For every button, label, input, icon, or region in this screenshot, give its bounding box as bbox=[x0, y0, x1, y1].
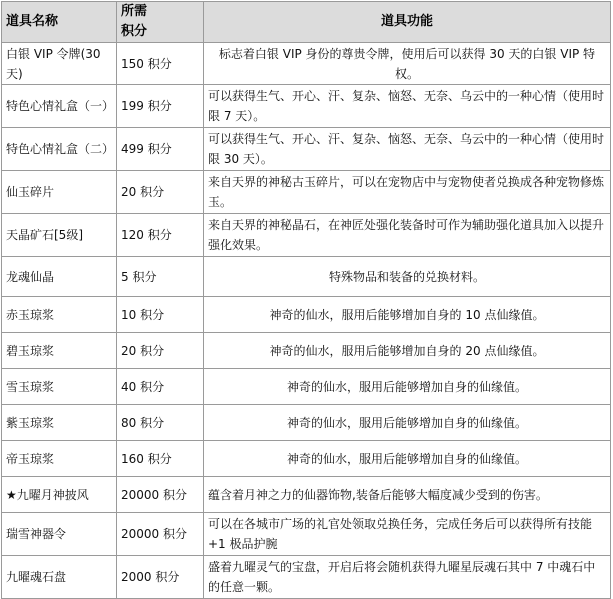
table-row bbox=[2, 43, 611, 85]
table-row bbox=[2, 369, 611, 405]
table-row bbox=[2, 128, 611, 171]
item-function: 来自天界的神秘晶石，在神匠处强化装备时可作为辅助强化道具加入以提升强化效果。 bbox=[204, 214, 611, 257]
header-item-name: 道具名称 bbox=[2, 2, 117, 43]
table-row bbox=[2, 297, 611, 333]
item-name: 白银 VIP 令牌(30天) bbox=[2, 43, 117, 85]
item-cost: 10 积分 bbox=[117, 297, 204, 333]
item-name: 仙玉碎片 bbox=[2, 171, 117, 214]
item-cost: 160 积分 bbox=[117, 441, 204, 477]
item-function: 神奇的仙水，服用后能够增加自身的仙缘值。 bbox=[204, 405, 611, 441]
item-cost: 20 积分 bbox=[117, 333, 204, 369]
item-function: 盛着九曜灵气的宝盘，开启后将会随机获得九曜星辰魂石其中 7 中魂石中的任意一颗。 bbox=[204, 556, 611, 599]
item-function: 神奇的仙水，服用后能够增加自身的仙缘值。 bbox=[204, 369, 611, 405]
item-cost: 199 积分 bbox=[117, 85, 204, 128]
item-cost: 20000 积分 bbox=[117, 513, 204, 556]
item-cost: 40 积分 bbox=[117, 369, 204, 405]
header-item-function: 道具功能 bbox=[204, 2, 611, 43]
item-cost: 499 积分 bbox=[117, 128, 204, 171]
item-name: 紫玉琼浆 bbox=[2, 405, 117, 441]
item-name: 九曜魂石盘 bbox=[2, 556, 117, 599]
item-name: 帝玉琼浆 bbox=[2, 441, 117, 477]
item-name: 天晶矿石[5级] bbox=[2, 214, 117, 257]
table-row bbox=[2, 441, 611, 477]
item-name: 碧玉琼浆 bbox=[2, 333, 117, 369]
item-name: 赤玉琼浆 bbox=[2, 297, 117, 333]
item-table bbox=[1, 1, 611, 599]
header-row bbox=[2, 2, 611, 43]
table-row bbox=[2, 214, 611, 257]
item-name: 瑞雪神器令 bbox=[2, 513, 117, 556]
item-cost: 80 积分 bbox=[117, 405, 204, 441]
item-cost: 120 积分 bbox=[117, 214, 204, 257]
table-row bbox=[2, 171, 611, 214]
item-function: 神奇的仙水，服用后能够增加自身的 10 点仙缘值。 bbox=[204, 297, 611, 333]
item-function: 可以获得生气、开心、汗、复杂、恼怒、无奈、乌云中的一种心情（使用时限 30 天）。 bbox=[204, 128, 611, 171]
item-function: 可以获得生气、开心、汗、复杂、恼怒、无奈、乌云中的一种心情（使用时限 7 天）。 bbox=[204, 85, 611, 128]
table-row bbox=[2, 477, 611, 513]
header-points-required bbox=[117, 2, 204, 43]
table-row bbox=[2, 333, 611, 369]
item-name: 特色心情礼盒（一） bbox=[2, 85, 117, 128]
item-function: 蕴含着月神之力的仙器饰物,装备后能够大幅度减少受到的伤害。 bbox=[204, 477, 611, 513]
item-name: 雪玉琼浆 bbox=[2, 369, 117, 405]
item-function: 神奇的仙水，服用后能够增加自身的 20 点仙缘值。 bbox=[204, 333, 611, 369]
item-cost: 20000 积分 bbox=[117, 477, 204, 513]
item-function: 可以在各城市广场的礼官处领取兑换任务，完成任务后可以获得所有技能+1 极品护腕 bbox=[204, 513, 611, 556]
table-row bbox=[2, 556, 611, 599]
item-cost: 20 积分 bbox=[117, 171, 204, 214]
item-name: 龙魂仙晶 bbox=[2, 257, 117, 297]
table-row bbox=[2, 85, 611, 128]
table-row bbox=[2, 513, 611, 556]
item-name: 特色心情礼盒（二） bbox=[2, 128, 117, 171]
header-points-line2: 积分 bbox=[121, 24, 148, 39]
item-function: 标志着白银 VIP 身份的尊贵令牌，使用后可以获得 30 天的白银 VIP 特权。 bbox=[204, 43, 611, 85]
table-row bbox=[2, 405, 611, 441]
item-cost: 150 积分 bbox=[117, 43, 204, 85]
item-cost: 2000 积分 bbox=[117, 556, 204, 599]
item-function: 神奇的仙水，服用后能够增加自身的仙缘值。 bbox=[204, 441, 611, 477]
item-name: ★九曜月神披风 bbox=[2, 477, 117, 513]
item-cost: 5 积分 bbox=[117, 257, 204, 297]
table-row bbox=[2, 257, 611, 297]
header-points-line1: 所需 bbox=[121, 4, 148, 19]
item-function: 来自天界的神秘古玉碎片，可以在宠物店中与宠物使者兑换成各种宠物修炼玉。 bbox=[204, 171, 611, 214]
item-function: 特殊物品和装备的兑换材料。 bbox=[204, 257, 611, 297]
